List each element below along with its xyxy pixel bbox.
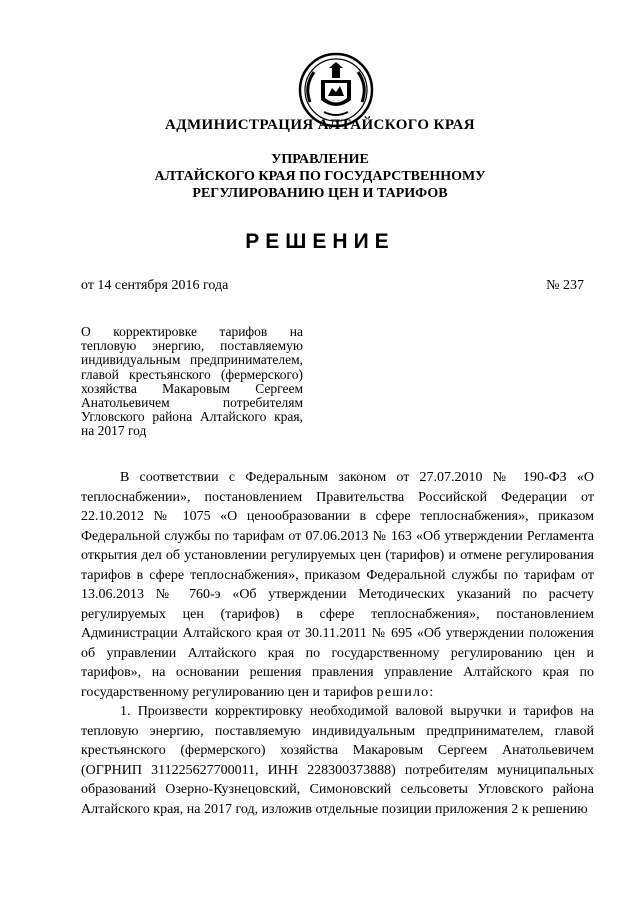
document-number: № 237 <box>546 278 584 293</box>
document-body <box>81 468 594 819</box>
body-paragraph: 1. Произвести корректировку необходимой валовой выручки и тарифов на тепловую энергию, поставляемую индивидуальным предпринимателем, главой крестьянского (фермерского) хозяйства Макаровым Сергеем Анатольевичем (ОГРНИП 311225627700011, ИНН 228300373888) потребителям муниципальных образований Озерно-Кузнецовский, Симоновский сельсоветы Угловского района Алтайского края, на 2017 год, изложив отдельные позиции приложения 2 к решению <box>81 704 594 817</box>
paragraph-text: В соответствии с Федеральным законом от 27.07.2010 № 190-ФЗ «О теплоснабжении», постановлением Правительства Российской Федерации от 22.10.2012 № 1075 «О ценообразовании в сфере теплоснабжения», приказом Федеральной службы по тарифам от 07.06.2013 № 163 «Об утверждении Регламента открытия дел об установлении регулируемых цен (тарифов) и отмене регулирования тарифов в сфере теплоснабжения», приказом Федеральной службы по тарифам от 13.06.2013 № 760-э «Об утверждении Методических указаний по расчету регулируемых цен (тарифов) в сфере теплоснабжения», постановлением Администрации Алтайского края от 30.11.2011 № 695 «Об утверждении положения об управлении Алтайского края по государственному регулированию цен и тарифов», на основании решения правления управление Алтайского края по государственному регулированию цен и тарифов <box>81 470 594 700</box>
document-date: от 14 сентября 2016 года <box>81 278 229 293</box>
body-paragraph <box>81 468 594 702</box>
paragraph-end: : <box>429 684 434 700</box>
department-line: УПРАВЛЕНИЕ <box>271 152 369 167</box>
document-type-heading: РЕШЕНИЕ <box>245 230 395 253</box>
administration-title: АДМИНИСТРАЦИЯ АЛТАЙСКОГО КРАЯ <box>165 117 475 133</box>
document-subject: О корректировке тарифов на тепловую энергию, поставляемую индивидуальным предпринимателем, главой крестьянского (фермерского) хозяйства Макаровым Сергеем Анатольевичем потребителям Угловского района Алтайского края, на 2017 год <box>81 324 303 439</box>
department-line: РЕГУЛИРОВАНИЮ ЦЕН И ТАРИФОВ <box>192 186 448 201</box>
department-title <box>0 151 640 202</box>
decided-word: решило <box>376 684 430 700</box>
department-line: АЛТАЙСКОГО КРАЯ ПО ГОСУДАРСТВЕННОМУ <box>154 169 486 184</box>
